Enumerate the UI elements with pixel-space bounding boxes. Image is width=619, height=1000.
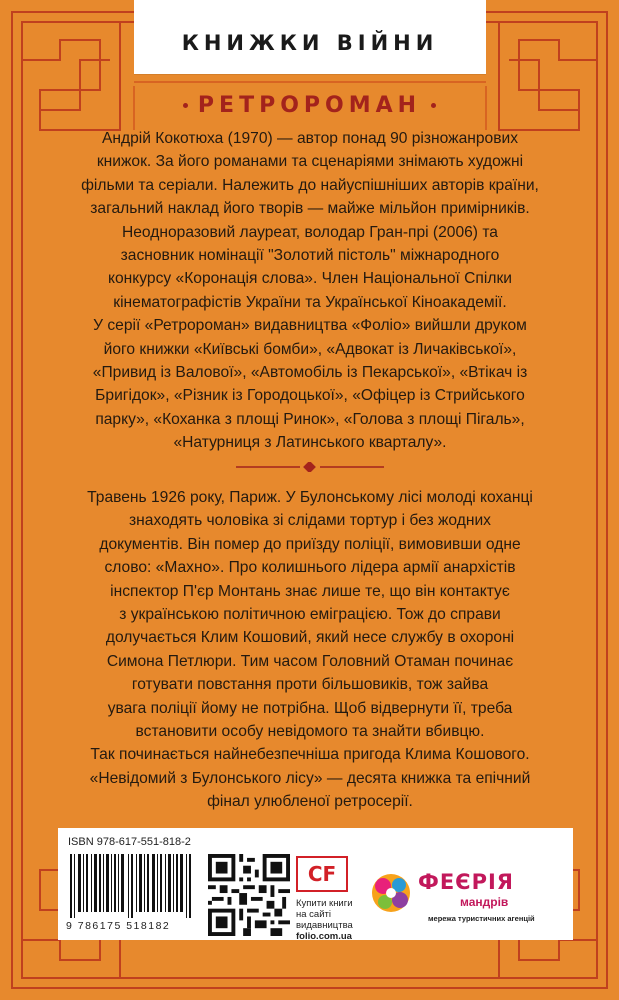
subseries-title: РЕТРОРОМАН [197, 92, 422, 118]
subseries-row [0, 88, 619, 122]
partner-subtitle: мандрів [460, 895, 509, 909]
folio-cf-logo-icon: CF [296, 856, 348, 892]
plot-summary [40, 486, 580, 814]
text-line: книжок. За його романами та сценаріями знімають художні [96, 153, 524, 171]
text-line: фінал улюбленої ретросерії. [207, 793, 413, 811]
text-line: інспектор П'єр Монтань знає лише те, що він контактує [110, 582, 510, 600]
feeria-logo-icon [368, 868, 414, 918]
text-line: Так починається найнебезпечніша пригода Клима Кошового. [90, 746, 530, 764]
isbn-label: ISBN 978-617-551-818-2 [68, 836, 191, 848]
buy-line: Купити книги [296, 898, 353, 909]
barcode-number: 9 786175 518182 [66, 920, 171, 932]
text-line: Травень 1926 року, Париж. У Булонському лісі молоді коханці [87, 489, 533, 506]
text-line: знаходять чоловіка зі слідами тортур і без жодних [129, 512, 491, 530]
barcode-icon [70, 854, 194, 918]
text-line: У серії «Ретророман» видавництва «Фоліо» вийшли друком [93, 317, 527, 335]
series-title: КНИЖКИ ВІЙНИ [181, 31, 439, 55]
text-line: Симона Петлюри. Тим часом Головний Отаман починає [106, 652, 514, 670]
text-line: його книжки «Київські бомби», «Адвокат із Личаківської», [103, 340, 517, 358]
text-line: Бригідок», «Різник із Городоцької», «Офіцер із Стрийського [95, 387, 525, 405]
text-line: Андрій Кокотюха (1970) — автор понад 90 різножанрових [101, 130, 518, 147]
text-line: встановити особу невідомого та знайти вбивцю. [135, 723, 485, 741]
text-line: загальний наклад його творів — майже мільйон примірників. [90, 200, 530, 218]
buy-line: видавництва [296, 920, 353, 931]
text-line: увага поліції йому не потрібна. Щоб відвернути її, треба [107, 699, 513, 717]
series-label-box [134, 0, 486, 74]
text-line: «Натурниця з Латинського кварталу». [173, 434, 447, 452]
text-line: з українською політичною еміграцією. Тож до справи [119, 606, 501, 624]
partner-logo [368, 868, 568, 928]
qr-code-icon[interactable] [208, 854, 290, 936]
publisher-info-box [58, 828, 573, 940]
text-line: документів. Він помер до приїзду поліції, вимовивши одне [99, 535, 521, 553]
text-line: парку», «Коханка з площі Ринок», «Голова з площі Пігаль», [95, 410, 525, 428]
bullet-dot-icon [431, 103, 436, 108]
text-line: фільми та серіали. Належить до найуспішніших авторів країни, [81, 176, 539, 194]
text-line: долучається Клим Кошовий, який несе службу в охороні [105, 629, 515, 647]
buy-online-text [296, 898, 376, 942]
bullet-dot-icon [183, 103, 188, 108]
text-line: засновник номінації "Золотий пістоль" міжнародного [120, 247, 500, 265]
text-line: Неодноразовий лауреат, володар Гран-прі (2006) та [122, 223, 498, 241]
text-line: готувати повстання проти більшовиків, тож зайва [131, 676, 489, 694]
text-line: «Привид із Валової», «Автомобіль із Пекарської», «Втікач із [92, 364, 528, 382]
text-line: слово: «Махно». Про колишнього лідера армії анархістів [104, 559, 516, 577]
partner-name: ФЕЄРІЯ [418, 870, 514, 894]
text-line: кінематографістів України та Української Кіноакадемії. [113, 293, 507, 311]
text-line: «Невідомий з Булонського лісу» — десята книжка та епічний [89, 769, 531, 787]
buy-site-link[interactable]: folio.com.ua [296, 931, 352, 942]
partner-tagline: мережа туристичних агенцій [428, 914, 535, 923]
buy-line: на сайті [296, 909, 331, 920]
ornament-divider [236, 462, 384, 472]
author-bio [40, 127, 580, 455]
text-line: конкурсу «Коронація слова». Член Національної Спілки [108, 270, 512, 288]
